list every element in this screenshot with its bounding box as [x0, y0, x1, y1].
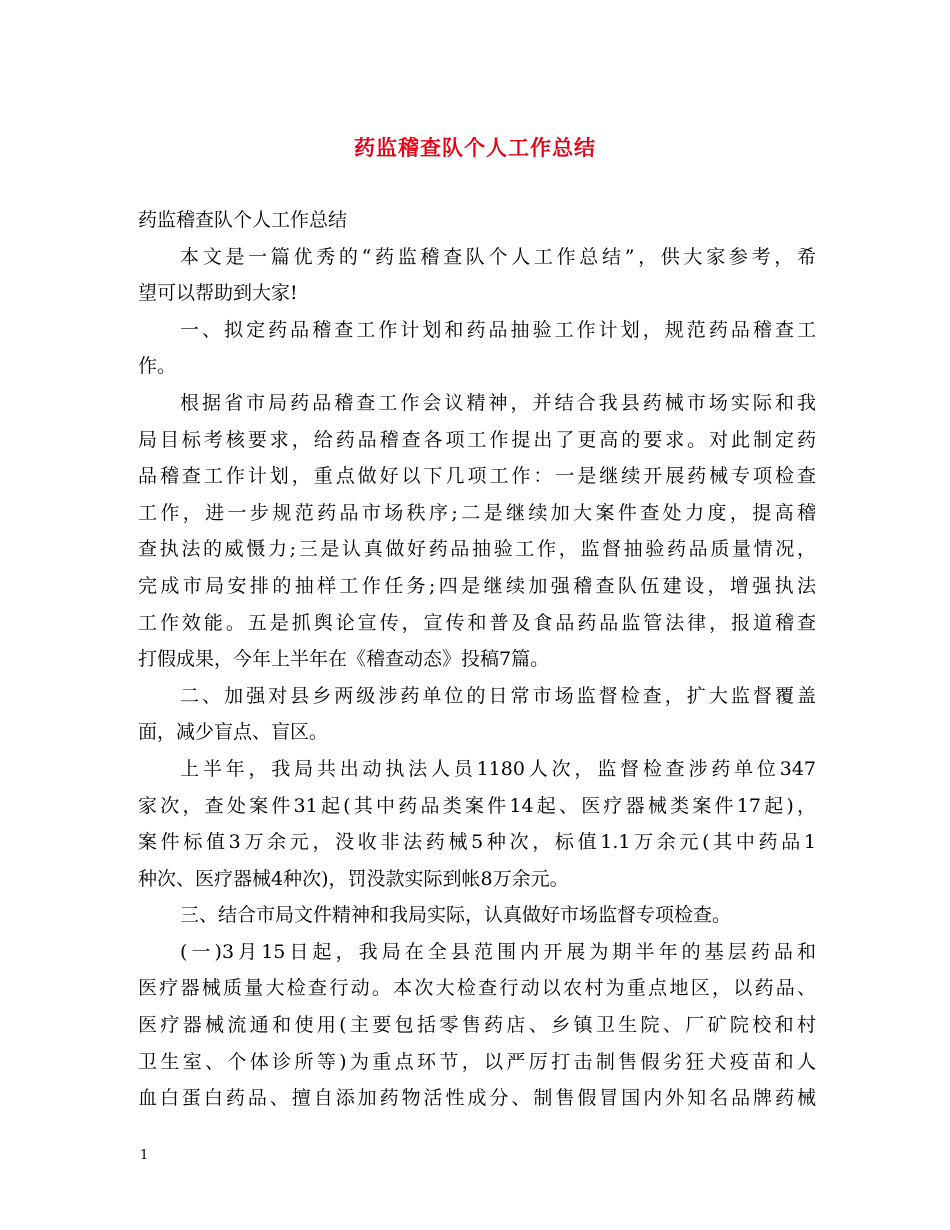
body-line: 工作效能。五是抓舆论宣传，宣传和普及食品药品监管法律，报道稽查 [138, 611, 816, 634]
body-line: 种次、医疗器械4种次)，罚没款实际到帐8万余元。 [138, 867, 569, 890]
body-line: 医疗器械流通和使用(主要包括零售药店、乡镇卫生院、厂矿院校和村 [138, 1014, 816, 1037]
body-line: 局目标考核要求，给药品稽查各项工作提出了更高的要求。对此制定药 [138, 428, 816, 451]
body-line: 三、结合市局文件精神和我局实际，认真做好市场监督专项检查。 [180, 904, 732, 927]
body-line: 作。 [138, 355, 177, 378]
body-line: 查执法的威慑力;三是认真做好药品抽验工作，监督抽验药品质量情况， [138, 538, 816, 561]
body-line: 根据省市局药品稽查工作会议精神，并结合我县药械市场实际和我 [180, 391, 816, 414]
body-line: 案件标值3万余元，没收非法药械5种次，标值1.1万余元(其中药品1 [138, 831, 816, 854]
body-line: 工作，进一步规范药品市场秩序;二是继续加大案件查处力度，提高稽 [138, 501, 816, 524]
body-line: 面，减少盲点、盲区。 [138, 721, 329, 744]
document-title: 药监稽查队个人工作总结 [354, 135, 596, 160]
body-line: 一、拟定药品稽查工作计划和药品抽验工作计划，规范药品稽查工 [180, 318, 816, 341]
body-line: 上半年，我局共出动执法人员1180人次，监督检查涉药单位347 [180, 757, 816, 780]
body-line: 完成市局安排的抽样工作任务;四是继续加强稽查队伍建设，增强执法 [138, 574, 816, 597]
body-line: 卫生室、个体诊所等)为重点环节，以严厉打击制售假劣狂犬疫苗和人 [138, 1050, 816, 1073]
body-line: (一)3月15日起，我局在全县范围内开展为期半年的基层药品和 [180, 940, 816, 963]
body-line: 二、加强对县乡两级涉药单位的日常市场监督检查，扩大监督覆盖 [180, 684, 816, 707]
body-line: 医疗器械质量大检查行动。本次大检查行动以农村为重点地区，以药品、 [138, 977, 816, 1000]
body-line: 望可以帮助到大家! [138, 282, 298, 305]
body-line: 本文是一篇优秀的“药监稽查队个人工作总结”，供大家参考，希 [180, 245, 816, 268]
body-line-heading: 药监稽查队个人工作总结 [138, 209, 348, 231]
body-line: 家次，查处案件31起(其中药品类案件14起、医疗器械类案件17起)， [138, 794, 816, 817]
body-line: 打假成果，今年上半年在《稽查动态》投稿7篇。 [138, 648, 550, 671]
body-line: 品稽查工作计划，重点做好以下几项工作：一是继续开展药械专项检查 [138, 465, 816, 488]
body-line: 血白蛋白药品、擅自添加药物活性成分、制售假冒国内外知名品牌药械 [138, 1087, 816, 1110]
page-number: 1 [140, 1148, 149, 1163]
document-body [138, 202, 816, 1117]
